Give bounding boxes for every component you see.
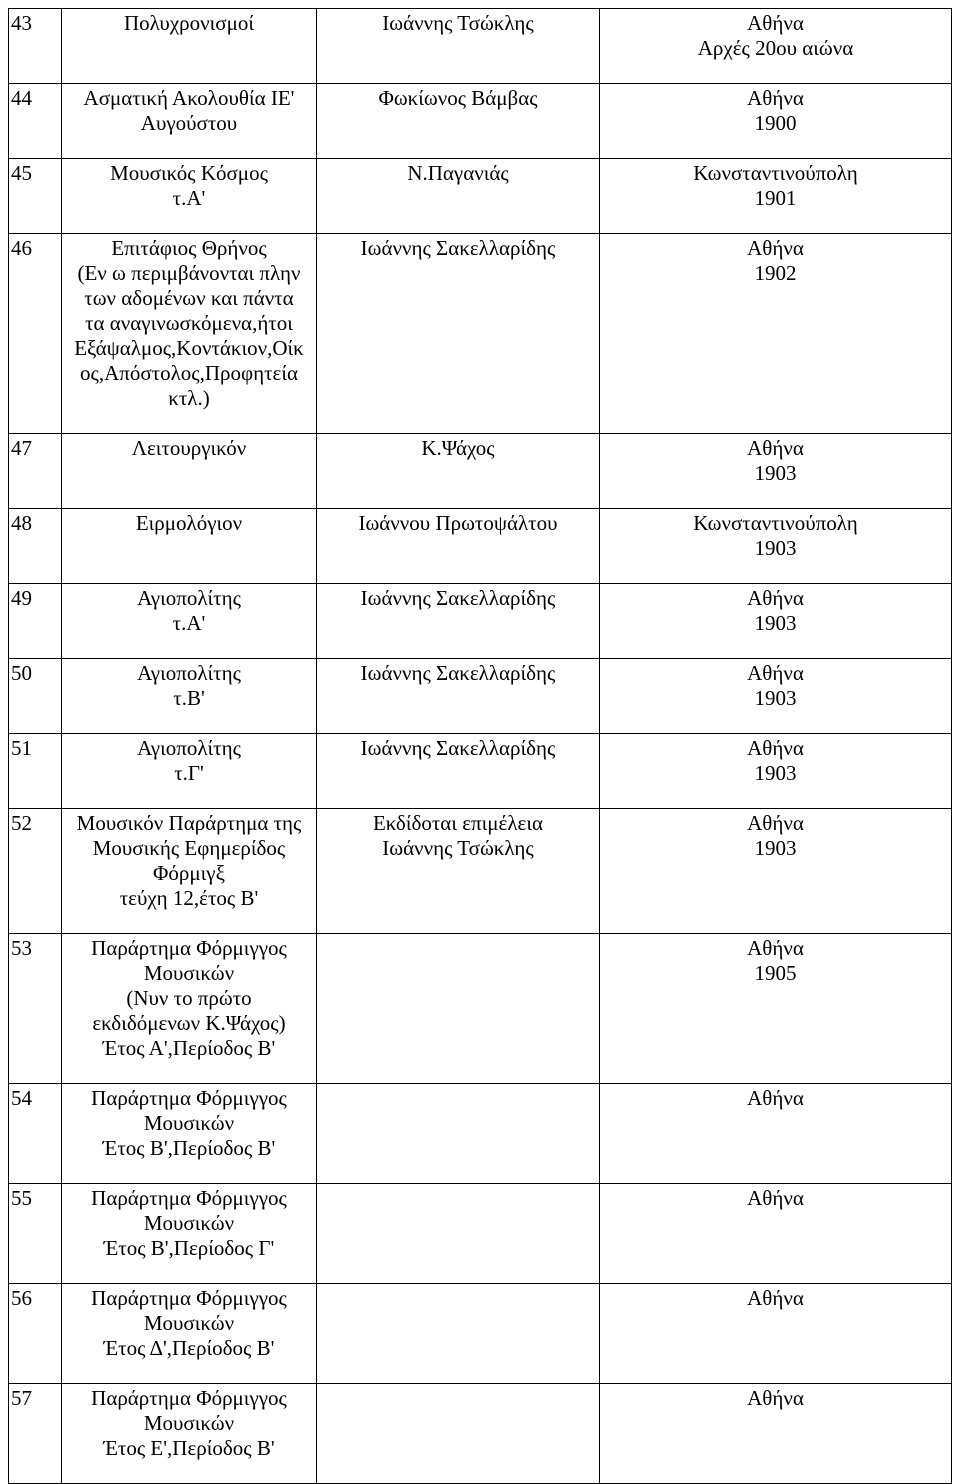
entry-place-date bbox=[600, 84, 952, 159]
entry-number: 47 bbox=[9, 434, 62, 509]
entry-title bbox=[62, 434, 317, 509]
entry-author-line: Φωκίωνος Βάμβας bbox=[378, 86, 538, 110]
entry-title-line: (Νυν το πρώτο bbox=[126, 986, 252, 1010]
entry-author bbox=[317, 1184, 600, 1284]
entry-place-date bbox=[600, 584, 952, 659]
entry-author bbox=[317, 159, 600, 234]
entry-title-line: Αυγούστου bbox=[140, 111, 238, 135]
entry-author-line: Ιωάννου Πρωτοψάλτου bbox=[358, 511, 558, 535]
entry-title-line: Έτος Β',Περίοδος Β' bbox=[102, 1136, 276, 1160]
entry-author bbox=[317, 84, 600, 159]
entry-author bbox=[317, 509, 600, 584]
entry-title bbox=[62, 934, 317, 1084]
entry-title bbox=[62, 584, 317, 659]
table-row bbox=[9, 434, 952, 509]
entry-title-line: τα αναγινωσκόμενα,ήτοι bbox=[85, 311, 293, 335]
catalog-body bbox=[9, 9, 952, 1484]
entry-title bbox=[62, 234, 317, 434]
entry-place-date-line: 1903 bbox=[754, 836, 797, 860]
entry-place-date-line: Αθήνα bbox=[747, 86, 804, 110]
entry-title-line: Μουσικών bbox=[143, 1311, 235, 1335]
entry-place-date-line: 1900 bbox=[754, 111, 797, 135]
entry-place-date bbox=[600, 734, 952, 809]
table-row bbox=[9, 1384, 952, 1484]
entry-author-line: Ιωάννης Σακελλαρίδης bbox=[360, 736, 556, 760]
entry-title bbox=[62, 1284, 317, 1384]
entry-title-line: Αγιοπολίτης bbox=[137, 586, 241, 610]
entry-place-date-line: Αθήνα bbox=[747, 436, 804, 460]
entry-place-date-line: Κωνσταντινούπολη bbox=[693, 161, 858, 185]
entry-author-line: Ιωάννης Σακελλαρίδης bbox=[360, 661, 556, 685]
entry-number: 43 bbox=[9, 9, 62, 84]
entry-title-line: τ.Α' bbox=[172, 611, 206, 635]
entry-author bbox=[317, 9, 600, 84]
entry-place-date bbox=[600, 159, 952, 234]
entry-author-line: Ιωάννης Σακελλαρίδης bbox=[360, 586, 556, 610]
entry-author-line: Ιωάννης Τσώκλης bbox=[382, 836, 534, 860]
entry-title-line: Μουσικών bbox=[143, 1211, 235, 1235]
entry-number: 51 bbox=[9, 734, 62, 809]
entry-number: 48 bbox=[9, 509, 62, 584]
entry-number: 50 bbox=[9, 659, 62, 734]
entry-place-date-line: 1903 bbox=[754, 536, 797, 560]
entry-place-date-line: 1903 bbox=[754, 686, 797, 710]
entry-place-date-line: 1903 bbox=[754, 461, 797, 485]
catalog-table bbox=[8, 8, 952, 1484]
entry-place-date-line: Αθήνα bbox=[747, 1086, 804, 1110]
entry-author-line: Ιωάννης Τσώκλης bbox=[382, 11, 534, 35]
entry-author bbox=[317, 584, 600, 659]
entry-author bbox=[317, 809, 600, 934]
entry-author bbox=[317, 1284, 600, 1384]
entry-title-line: των αδομένων και πάντα bbox=[84, 286, 294, 310]
entry-title bbox=[62, 9, 317, 84]
entry-title-line: ος,Απόστολος,Προφητεία bbox=[80, 361, 298, 385]
table-row bbox=[9, 809, 952, 934]
entry-place-date bbox=[600, 1184, 952, 1284]
entry-place-date-line: Αθήνα bbox=[747, 1286, 804, 1310]
entry-title bbox=[62, 509, 317, 584]
entry-place-date bbox=[600, 509, 952, 584]
entry-title-line: Λειτουργικόν bbox=[131, 436, 247, 460]
entry-title bbox=[62, 734, 317, 809]
entry-title-line: Επιτάφιος Θρήνος bbox=[111, 236, 267, 260]
entry-place-date-line: Αθήνα bbox=[747, 661, 804, 685]
entry-title bbox=[62, 1384, 317, 1484]
entry-title-line: τ.Α' bbox=[172, 186, 206, 210]
entry-title-line: Μουσικός Κόσμος bbox=[110, 161, 268, 185]
entry-author bbox=[317, 659, 600, 734]
table-row bbox=[9, 509, 952, 584]
entry-place-date-line: Αρχές 20ου αιώνα bbox=[697, 36, 854, 60]
entry-author bbox=[317, 434, 600, 509]
entry-place-date bbox=[600, 1284, 952, 1384]
entry-place-date bbox=[600, 234, 952, 434]
entry-number: 54 bbox=[9, 1084, 62, 1184]
entry-place-date bbox=[600, 9, 952, 84]
entry-place-date bbox=[600, 659, 952, 734]
entry-title bbox=[62, 659, 317, 734]
entry-author bbox=[317, 934, 600, 1084]
entry-place-date-line: 1905 bbox=[754, 961, 797, 985]
entry-author bbox=[317, 1384, 600, 1484]
entry-place-date-line: Αθήνα bbox=[747, 736, 804, 760]
entry-author-line: Κ.Ψάχος bbox=[421, 436, 495, 460]
entry-title-line: Αγιοπολίτης bbox=[137, 661, 241, 685]
entry-number: 45 bbox=[9, 159, 62, 234]
entry-title-line: Έτος Δ',Περίοδος Β' bbox=[103, 1336, 275, 1360]
entry-author bbox=[317, 1084, 600, 1184]
entry-title-line: Παράρτημα Φόρμιγγος bbox=[91, 1186, 287, 1210]
entry-place-date bbox=[600, 1084, 952, 1184]
entry-number: 46 bbox=[9, 234, 62, 434]
table-row bbox=[9, 1084, 952, 1184]
entry-title-line: εκδιδόμενων Κ.Ψάχος) bbox=[92, 1011, 286, 1035]
entry-place-date-line: Αθήνα bbox=[747, 1386, 804, 1410]
table-row bbox=[9, 1284, 952, 1384]
entry-place-date-line: Αθήνα bbox=[747, 936, 804, 960]
entry-author-line: Ιωάννης Σακελλαρίδης bbox=[360, 236, 556, 260]
entry-title-line: Παράρτημα Φόρμιγγος bbox=[91, 1286, 287, 1310]
entry-title bbox=[62, 1084, 317, 1184]
table-row bbox=[9, 659, 952, 734]
table-row bbox=[9, 734, 952, 809]
table-row bbox=[9, 9, 952, 84]
entry-place-date-line: Αθήνα bbox=[747, 11, 804, 35]
entry-title-line: Ειρμολόγιον bbox=[135, 511, 243, 535]
table-row bbox=[9, 1184, 952, 1284]
entry-title-line: Πολυχρονισμοί bbox=[123, 11, 255, 35]
entry-title-line: Μουσικόν Παράρτημα της bbox=[76, 811, 302, 835]
entry-title-line: Εξάψαλμος,Κοντάκιον,Οίκ bbox=[74, 336, 304, 360]
entry-title-line: κτλ.) bbox=[168, 386, 210, 410]
entry-place-date bbox=[600, 809, 952, 934]
entry-title-line: τ.Β' bbox=[173, 686, 205, 710]
entry-number: 56 bbox=[9, 1284, 62, 1384]
entry-title-line: Φόρμιγξ bbox=[153, 861, 225, 885]
entry-place-date-line: Κωνσταντινούπολη bbox=[693, 511, 858, 535]
entry-title-line: Παράρτημα Φόρμιγγος bbox=[91, 936, 287, 960]
entry-title-line: Έτος Β',Περίοδος Γ' bbox=[103, 1236, 275, 1260]
entry-place-date-line: 1903 bbox=[754, 761, 797, 785]
entry-place-date-line: Αθήνα bbox=[747, 236, 804, 260]
entry-title-line: Παράρτημα Φόρμιγγος bbox=[91, 1386, 287, 1410]
entry-title-line: Μουσικής Εφημερίδος bbox=[92, 836, 286, 860]
entry-title-line: Μουσικών bbox=[143, 961, 235, 985]
entry-title-line: τεύχη 12,έτος Β' bbox=[119, 886, 259, 910]
entry-title-line: Έτος Ε',Περίοδος Β' bbox=[103, 1436, 275, 1460]
entry-number: 49 bbox=[9, 584, 62, 659]
entry-number: 44 bbox=[9, 84, 62, 159]
entry-number: 53 bbox=[9, 934, 62, 1084]
entry-number: 55 bbox=[9, 1184, 62, 1284]
entry-title-line: Ασματική Ακολουθία ΙΕ' bbox=[83, 86, 295, 110]
entry-place-date bbox=[600, 934, 952, 1084]
entry-place-date-line: Αθήνα bbox=[747, 811, 804, 835]
entry-author-line: Ν.Παγανιάς bbox=[407, 161, 509, 185]
entry-title bbox=[62, 1184, 317, 1284]
entry-title-line: Παράρτημα Φόρμιγγος bbox=[91, 1086, 287, 1110]
table-row bbox=[9, 234, 952, 434]
table-row bbox=[9, 159, 952, 234]
entry-title bbox=[62, 84, 317, 159]
entry-author bbox=[317, 734, 600, 809]
entry-place-date-line: Αθήνα bbox=[747, 1186, 804, 1210]
entry-author bbox=[317, 234, 600, 434]
table-row bbox=[9, 84, 952, 159]
entry-place-date bbox=[600, 1384, 952, 1484]
entry-title bbox=[62, 159, 317, 234]
entry-title-line: Αγιοπολίτης bbox=[137, 736, 241, 760]
entry-author-line: Εκδίδοται επιμέλεια bbox=[372, 811, 544, 835]
entry-title-line: τ.Γ' bbox=[174, 761, 204, 785]
entry-place-date bbox=[600, 434, 952, 509]
table-row bbox=[9, 584, 952, 659]
entry-number: 57 bbox=[9, 1384, 62, 1484]
entry-place-date-line: Αθήνα bbox=[747, 586, 804, 610]
entry-place-date-line: 1903 bbox=[754, 611, 797, 635]
table-row bbox=[9, 934, 952, 1084]
entry-title-line: Έτος Α',Περίοδος Β' bbox=[102, 1036, 276, 1060]
entry-place-date-line: 1902 bbox=[754, 261, 797, 285]
entry-place-date-line: 1901 bbox=[754, 186, 797, 210]
entry-title bbox=[62, 809, 317, 934]
entry-title-line: Μουσικών bbox=[143, 1111, 235, 1135]
entry-title-line: Μουσικών bbox=[143, 1411, 235, 1435]
entry-title-line: (Εν ω περιμβάνονται πλην bbox=[77, 261, 301, 285]
entry-number: 52 bbox=[9, 809, 62, 934]
